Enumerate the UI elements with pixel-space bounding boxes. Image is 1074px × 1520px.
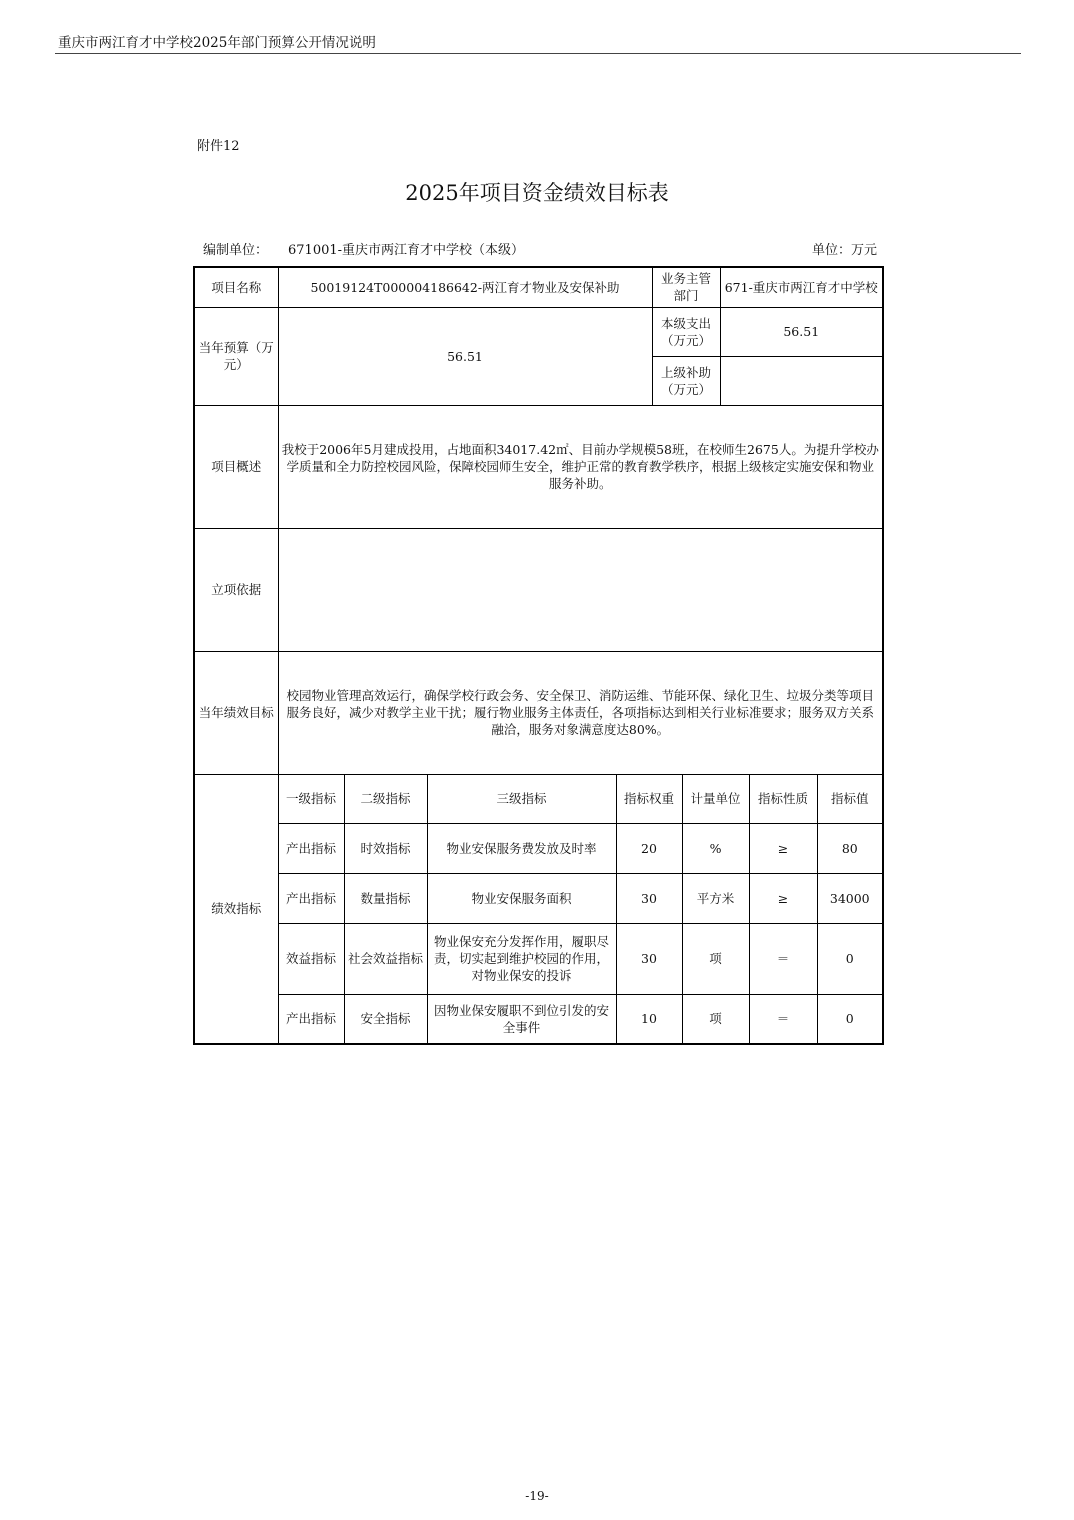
indicator-level3: 因物业保安履职不到位引发的安全事件 xyxy=(427,994,616,1044)
upper-subsidy-value xyxy=(720,356,883,405)
performance-table xyxy=(193,266,884,1045)
indicator-level1: 产出指标 xyxy=(278,873,344,923)
budget-value: 56.51 xyxy=(278,307,652,405)
indicators-label: 绩效指标 xyxy=(194,774,278,1044)
indicator-unit: 平方米 xyxy=(682,873,749,923)
budget-label: 当年预算（万元） xyxy=(194,307,278,405)
indicator-header-row xyxy=(194,774,883,823)
indicator-nature: ≥ xyxy=(749,873,817,923)
indicator-weight: 30 xyxy=(616,923,682,994)
own-expense-label: 本级支出（万元） xyxy=(652,307,720,356)
basis-text xyxy=(278,528,883,651)
basis-label: 立项依据 xyxy=(194,528,278,651)
indicator-level1: 效益指标 xyxy=(278,923,344,994)
unit-label: 单位：万元 xyxy=(812,243,878,258)
indicator-unit: 项 xyxy=(682,994,749,1044)
indicator-nature: ＝ xyxy=(749,994,817,1044)
indicator-value: 0 xyxy=(817,923,883,994)
indicator-level2: 时效指标 xyxy=(344,823,427,873)
indicator-level2: 数量指标 xyxy=(344,873,427,923)
org-value: 671001-重庆市两江育才中学校（本级） xyxy=(288,243,525,258)
document-title: 2025年项目资金绩效目标表 xyxy=(405,181,669,205)
indicator-row xyxy=(194,823,883,873)
indicator-unit: 项 xyxy=(682,923,749,994)
indicator-nature: ≥ xyxy=(749,823,817,873)
indicator-weight: 10 xyxy=(616,994,682,1044)
indicator-row xyxy=(194,923,883,994)
upper-subsidy-label: 上级补助（万元） xyxy=(652,356,720,405)
indicator-header: 三级指标 xyxy=(427,774,616,823)
indicator-row xyxy=(194,873,883,923)
indicator-header: 指标性质 xyxy=(749,774,817,823)
attachment-label: 附件12 xyxy=(197,139,240,154)
page-header: 重庆市两江育才中学校2025年部门预算公开情况说明 xyxy=(58,35,376,51)
indicator-level3: 物业安保服务费发放及时率 xyxy=(427,823,616,873)
indicator-weight: 20 xyxy=(616,823,682,873)
goal-text: 校园物业管理高效运行，确保学校行政会务、安全保卫、消防运维、节能环保、绿化卫生、垃圾分类等项目服务良好，减少对教学主业干扰；履行物业服务主体责任，各项指标达到相关行业标准要求；服务双方关系融洽，服务对象满意度达80%。 xyxy=(278,651,883,774)
indicator-level2: 社会效益指标 xyxy=(344,923,427,994)
page-number: -19- xyxy=(525,1489,549,1503)
indicator-level1: 产出指标 xyxy=(278,823,344,873)
org-line xyxy=(203,239,524,258)
project-name-row xyxy=(194,267,883,307)
overview-row xyxy=(194,405,883,528)
indicator-level2: 安全指标 xyxy=(344,994,427,1044)
indicator-level3: 物业安保服务面积 xyxy=(427,873,616,923)
indicator-row xyxy=(194,994,883,1044)
own-expense-value: 56.51 xyxy=(720,307,883,356)
overview-text: 我校于2006年5月建成投用，占地面积34017.42㎡、目前办学规模58班，在校师生2675人。为提升学校办学质量和全力防控校园风险，保障校园师生安全，维护正常的教育教学秩序，根据上级核定实施安保和物业服务补助。 xyxy=(278,405,883,528)
project-name-value: 50019124T000004186642-两江育才物业及安保补助 xyxy=(278,267,652,307)
indicator-header: 指标权重 xyxy=(616,774,682,823)
project-name-label: 项目名称 xyxy=(194,267,278,307)
basis-row xyxy=(194,528,883,651)
header-rule xyxy=(55,53,1021,54)
indicator-nature: ＝ xyxy=(749,923,817,994)
indicator-value: 80 xyxy=(817,823,883,873)
goal-row xyxy=(194,651,883,774)
indicator-header: 指标值 xyxy=(817,774,883,823)
org-label: 编制单位： xyxy=(203,243,269,258)
indicator-header: 一级指标 xyxy=(278,774,344,823)
overview-label: 项目概述 xyxy=(194,405,278,528)
indicator-level1: 产出指标 xyxy=(278,994,344,1044)
indicator-weight: 30 xyxy=(616,873,682,923)
indicator-header: 二级指标 xyxy=(344,774,427,823)
indicator-value: 34000 xyxy=(817,873,883,923)
indicator-unit: % xyxy=(682,823,749,873)
budget-row xyxy=(194,307,883,356)
dept-label: 业务主管部门 xyxy=(652,267,720,307)
goal-label: 当年绩效目标 xyxy=(194,651,278,774)
dept-value: 671-重庆市两江育才中学校 xyxy=(720,267,883,307)
indicator-level3: 物业保安充分发挥作用，履职尽责，切实起到维护校园的作用，对物业保安的投诉 xyxy=(427,923,616,994)
indicator-header: 计量单位 xyxy=(682,774,749,823)
indicator-value: 0 xyxy=(817,994,883,1044)
